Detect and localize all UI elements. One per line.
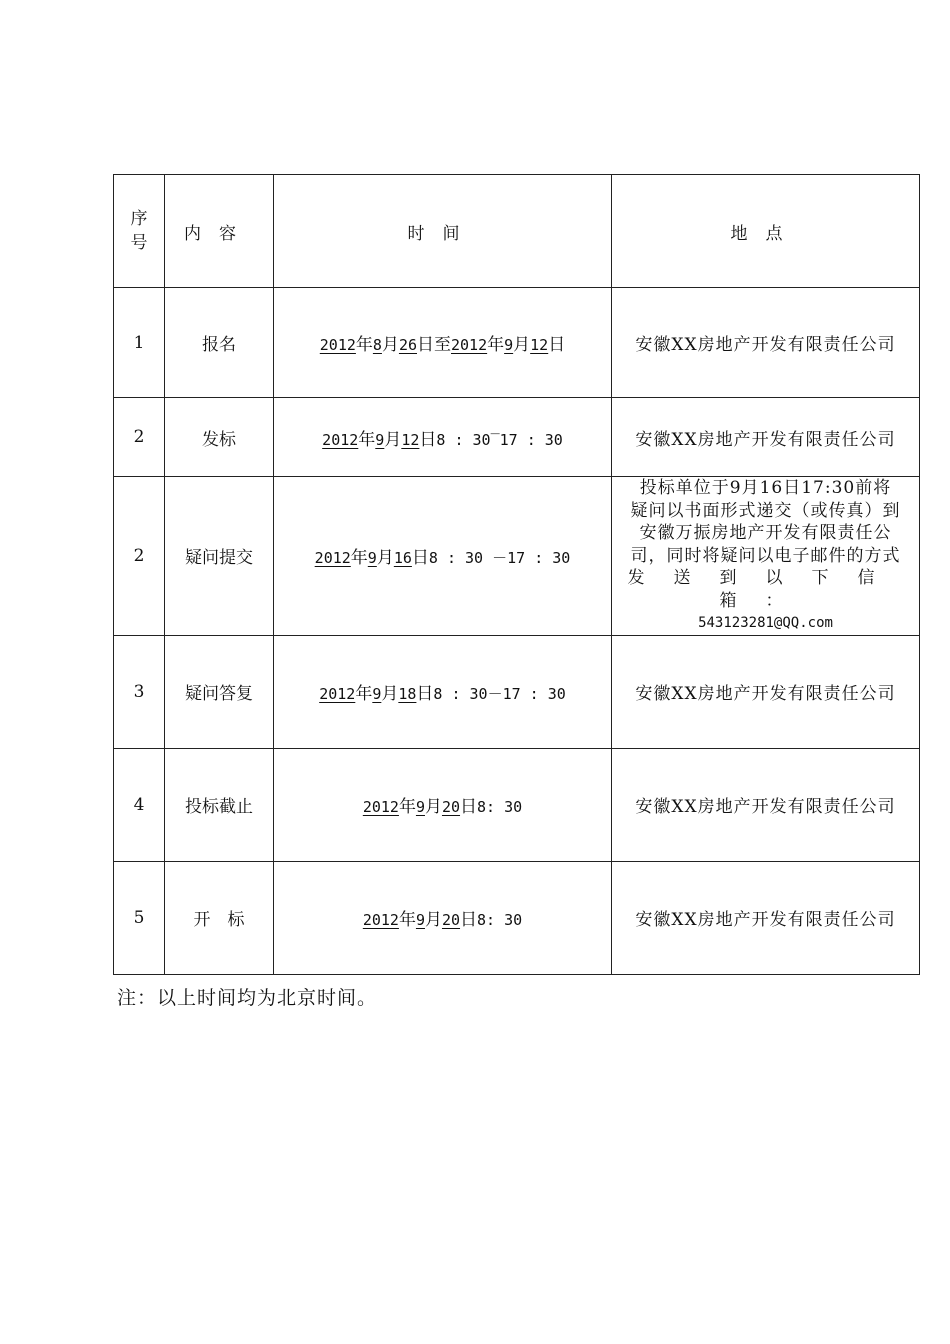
row-content: 疑问答复 <box>165 635 274 748</box>
footnote: 注：以上时间均为北京时间。 <box>117 987 378 1009</box>
time-text: 8 : 30－17 : 30 <box>433 685 566 703</box>
date-number: 2012 <box>319 685 356 703</box>
time-text: 日 <box>460 910 478 930</box>
date-number: 9 <box>415 798 425 816</box>
time-text: 8 : 30‾17 : 30 <box>436 430 563 449</box>
date-number: 9 <box>375 430 385 449</box>
table-row <box>114 477 920 636</box>
row-time <box>274 861 612 974</box>
table-row <box>114 635 920 748</box>
row-place: 安徽XX房地产开发有限责任公司 <box>612 288 920 398</box>
time-text: 年 <box>355 335 373 355</box>
time-text: 年 <box>350 548 368 569</box>
place-line: 安徽万振房地产开发有限责任公 <box>639 523 892 543</box>
time-text: 日 <box>548 335 566 355</box>
row-place: 安徽XX房地产开发有限责任公司 <box>612 861 920 974</box>
row-content: 开 标 <box>165 861 274 974</box>
date-number: 2012 <box>451 336 488 354</box>
table-row <box>114 398 920 477</box>
date-number: 12 <box>530 336 549 354</box>
time-text: 日 <box>411 548 429 569</box>
time-text: 年 <box>398 910 416 930</box>
date-number: 20 <box>441 798 461 816</box>
date-number: 2012 <box>314 549 351 568</box>
date-number: 18 <box>398 685 417 703</box>
time-text: 年 <box>398 797 416 817</box>
row-place-long <box>612 477 920 636</box>
row-time <box>274 288 612 398</box>
date-number: 16 <box>393 549 412 568</box>
date-number: 8 <box>372 336 382 354</box>
header-time: 时间 <box>274 175 612 288</box>
row-number: 1 <box>114 288 165 398</box>
header-no <box>114 175 165 288</box>
date-number: 9 <box>367 549 377 568</box>
row-content: 疑问提交 <box>165 477 274 636</box>
table-row <box>114 748 920 861</box>
time-text: 年 <box>487 335 505 355</box>
date-number: 20 <box>441 911 461 929</box>
row-content: 报名 <box>165 288 274 398</box>
header-row <box>114 175 920 288</box>
date-number: 26 <box>398 336 417 354</box>
time-text: 8: 30 <box>477 798 523 816</box>
header-no-bottom: 号 <box>130 233 148 253</box>
place-line: 疑问以书面形式递交（或传真）到 <box>630 500 901 521</box>
time-text: 月 <box>424 797 442 817</box>
time-text: 年 <box>358 429 376 450</box>
time-text: 8: 30 <box>477 911 523 929</box>
row-time <box>274 635 612 748</box>
time-text: 日至 <box>417 335 451 355</box>
place-line: 投标单位于9月16日17:30前将 <box>639 478 892 498</box>
date-number: 2012 <box>362 798 399 816</box>
time-text: 月 <box>381 335 399 355</box>
time-text: 日 <box>416 684 434 704</box>
row-content: 发标 <box>165 398 274 477</box>
row-place: 安徽XX房地产开发有限责任公司 <box>612 398 920 477</box>
date-number: 9 <box>415 911 425 929</box>
row-number: 4 <box>114 748 165 861</box>
row-place: 安徽XX房地产开发有限责任公司 <box>612 635 920 748</box>
date-number: 9 <box>372 685 382 703</box>
email-address: 543123281@QQ.com <box>698 615 833 631</box>
row-time <box>274 748 612 861</box>
time-text: 日 <box>419 429 437 450</box>
row-time <box>274 477 612 636</box>
place-line: 司，同时将疑问以电子邮件的方式 <box>630 545 901 566</box>
row-time <box>274 398 612 477</box>
row-number: 2 <box>114 477 165 636</box>
date-number: 9 <box>504 336 514 354</box>
time-text: 月 <box>424 910 442 930</box>
row-number: 2 <box>114 398 165 477</box>
header-no-top: 序 <box>130 209 148 229</box>
time-text: 年 <box>355 684 373 704</box>
row-number: 3 <box>114 635 165 748</box>
schedule-table <box>113 174 920 975</box>
row-content: 投标截止 <box>165 748 274 861</box>
date-number: 2012 <box>362 911 399 929</box>
date-number: 12 <box>401 430 420 449</box>
time-text: 月 <box>384 429 402 450</box>
row-number: 5 <box>114 861 165 974</box>
table-row <box>114 288 920 398</box>
time-text: 8 : 30 －17 : 30 <box>428 549 571 568</box>
time-text: 月 <box>381 684 399 704</box>
row-place: 安徽XX房地产开发有限责任公司 <box>612 748 920 861</box>
header-content: 内容 <box>165 175 274 288</box>
time-text: 月 <box>513 335 531 355</box>
date-number: 2012 <box>322 430 359 449</box>
time-text: 月 <box>376 548 394 569</box>
header-place: 地点 <box>612 175 920 288</box>
date-number: 2012 <box>319 336 356 354</box>
table-row <box>114 861 920 974</box>
time-text: 日 <box>460 797 478 817</box>
place-line: 发送到以下信箱： <box>627 568 904 611</box>
